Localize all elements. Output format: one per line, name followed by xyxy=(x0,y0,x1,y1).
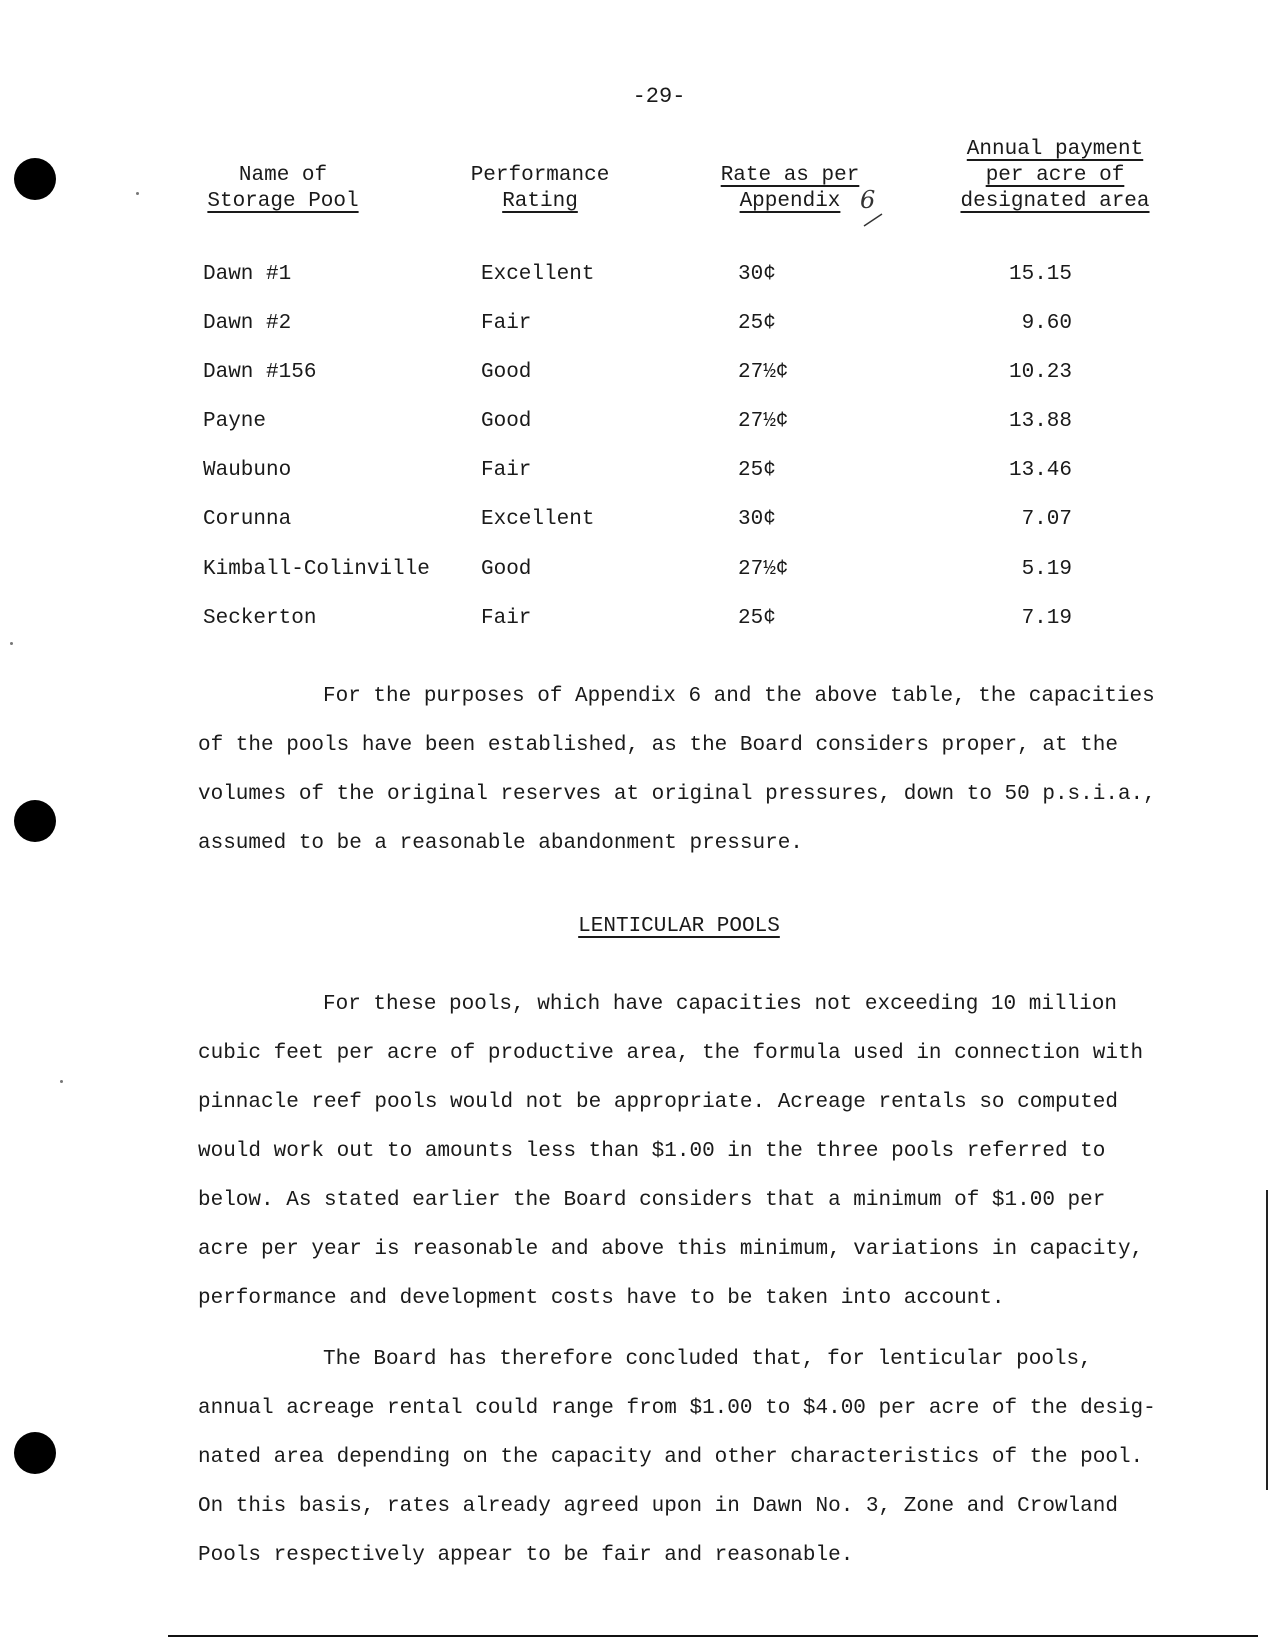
rate: 27½¢ xyxy=(738,410,789,433)
scan-speck xyxy=(136,192,139,195)
performance-rating: Fair xyxy=(481,312,532,335)
rate: 30¢ xyxy=(738,508,776,531)
header-line: designated area xyxy=(960,190,1150,213)
annual-payment: 5.19 xyxy=(1021,558,1072,581)
rate: 27½¢ xyxy=(738,361,789,384)
pool-name: Corunna xyxy=(203,508,292,531)
text-line: For these pools, which have capacities not exceeding 10 million xyxy=(323,993,1117,1016)
header-line: Rate as per xyxy=(720,164,860,187)
annual-payment: 9.60 xyxy=(1021,312,1072,335)
annual-payment: 10.23 xyxy=(1008,361,1072,384)
performance-rating: Good xyxy=(481,410,532,433)
pool-name: Waubuno xyxy=(203,459,292,482)
text-line: The Board has therefore concluded that, for lenticular pools, xyxy=(323,1348,1092,1371)
performance-rating: Fair xyxy=(481,607,532,630)
section-title-text: LENTICULAR POOLS xyxy=(578,915,780,938)
text-line: On this basis, rates already agreed upon in Dawn No. 3, Zone and Crowland xyxy=(198,1495,1118,1518)
pool-name: Dawn #2 xyxy=(203,312,292,335)
paragraph-lenticular xyxy=(198,980,1198,1323)
scan-speck xyxy=(10,642,13,645)
performance-rating: Good xyxy=(481,361,532,384)
header-line: Storage Pool xyxy=(207,190,359,213)
bottom-rule xyxy=(168,1635,1258,1637)
text-line: assumed to be a reasonable abandonment pressure. xyxy=(198,832,803,855)
text-line: Pools respectively appear to be fair and reasonable. xyxy=(198,1544,854,1567)
scan-speck xyxy=(60,1080,63,1083)
header-line: per acre of xyxy=(985,164,1125,187)
table-row xyxy=(0,312,1268,342)
rate: 25¢ xyxy=(738,607,776,630)
paragraph-capacities xyxy=(198,672,1198,868)
performance-rating: Excellent xyxy=(481,263,595,286)
header-storage-pool xyxy=(198,163,368,215)
table-row xyxy=(0,558,1268,588)
rate: 25¢ xyxy=(738,459,776,482)
rate: 25¢ xyxy=(738,312,776,335)
pool-name: Dawn #1 xyxy=(203,263,292,286)
table-row xyxy=(0,607,1268,637)
pool-name: Dawn #156 xyxy=(203,361,317,384)
paragraph-conclusion xyxy=(198,1335,1198,1580)
rate: 27½¢ xyxy=(738,558,789,581)
header-line: Name of xyxy=(238,164,328,187)
text-line: nated area depending on the capacity and other characteristics of the pool. xyxy=(198,1446,1144,1469)
text-line: For the purposes of Appendix 6 and the above table, the capacities xyxy=(323,685,1155,708)
text-line: acre per year is reasonable and above this minimum, variations in capacity, xyxy=(198,1238,1144,1261)
pool-name: Seckerton xyxy=(203,607,317,630)
table-row xyxy=(0,361,1268,391)
pool-name: Kimball-Colinville xyxy=(203,558,430,581)
table-row xyxy=(0,410,1268,440)
text-line: performance and development costs have to be taken into account. xyxy=(198,1287,1005,1310)
text-line: would work out to amounts less than $1.00 in the three pools referred to xyxy=(198,1140,1106,1163)
text-line: below. As stated earlier the Board considers that a minimum of $1.00 per xyxy=(198,1189,1106,1212)
header-annual-payment xyxy=(955,137,1155,215)
annual-payment: 7.07 xyxy=(1021,508,1072,531)
performance-rating: Good xyxy=(481,558,532,581)
header-line: Performance xyxy=(470,164,610,187)
text-line: volumes of the original reserves at original pressures, down to 50 p.s.i.a., xyxy=(198,783,1156,806)
section-title xyxy=(0,915,1268,938)
handwritten-six: 6 xyxy=(860,188,876,214)
text-line: cubic feet per acre of productive area, the formula used in connection with xyxy=(198,1042,1144,1065)
handwritten-stroke xyxy=(864,214,882,226)
text-line: pinnacle reef pools would not be appropriate. Acreage rentals so computed xyxy=(198,1091,1118,1114)
text-line: of the pools have been established, as the Board considers proper, at the xyxy=(198,734,1118,757)
annual-payment: 13.88 xyxy=(1008,410,1072,433)
annual-payment: 7.19 xyxy=(1021,607,1072,630)
table-row xyxy=(0,508,1268,538)
header-line: Appendix xyxy=(739,190,841,213)
performance-rating: Excellent xyxy=(481,508,595,531)
header-line: Annual payment xyxy=(966,138,1144,161)
text-line: annual acreage rental could range from $1.00 to $4.00 per acre of the desig- xyxy=(198,1397,1156,1420)
header-line: Rating xyxy=(502,190,578,213)
punch-hole xyxy=(14,1432,56,1474)
punch-hole xyxy=(14,800,56,842)
annual-payment: 13.46 xyxy=(1008,459,1072,482)
table-row xyxy=(0,459,1268,489)
header-rate xyxy=(715,163,865,215)
pool-name: Payne xyxy=(203,410,267,433)
table-row xyxy=(0,263,1268,293)
header-performance-rating xyxy=(470,163,610,215)
handwritten-annotation xyxy=(858,188,894,228)
rate: 30¢ xyxy=(738,263,776,286)
annual-payment: 15.15 xyxy=(1008,263,1072,286)
performance-rating: Fair xyxy=(481,459,532,482)
page-number: -29- xyxy=(632,84,686,109)
punch-hole xyxy=(14,158,56,200)
